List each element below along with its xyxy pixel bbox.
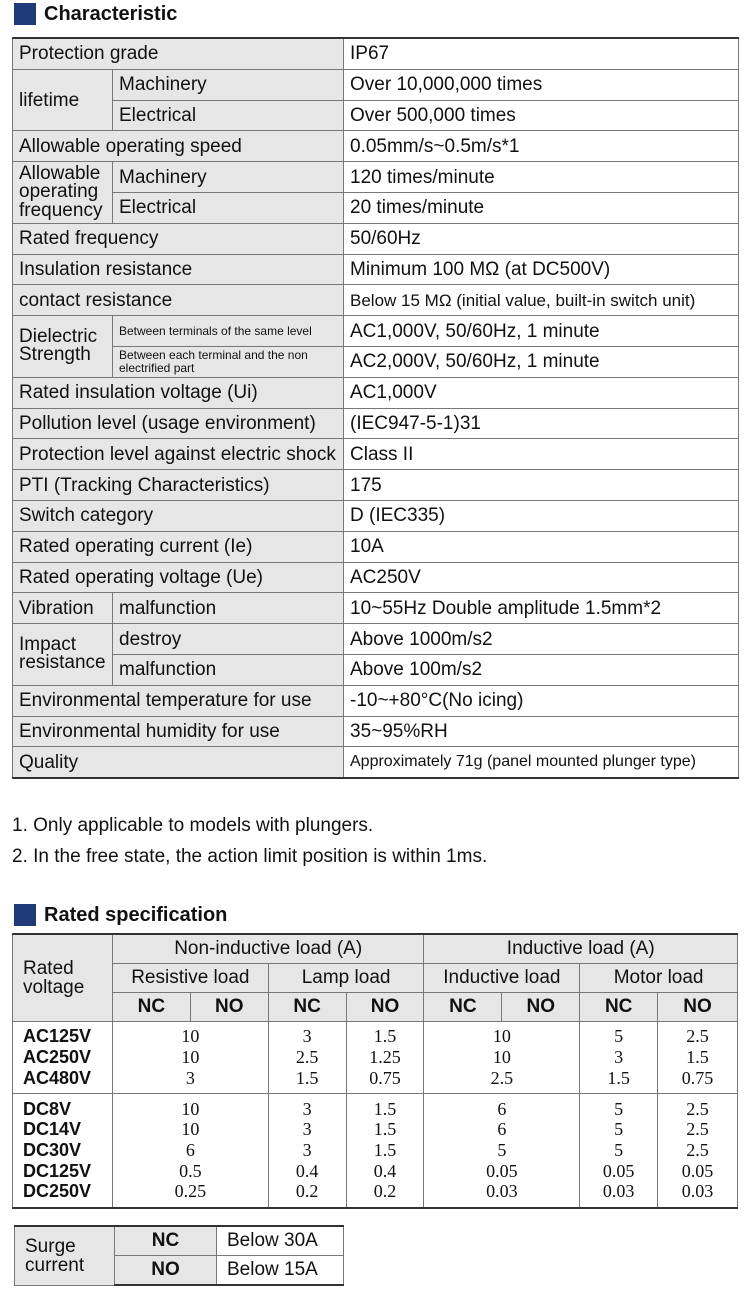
table-row — [13, 192, 739, 223]
impact-label: Impact resistance — [13, 624, 113, 686]
impact-destroy-label: destroy — [113, 624, 344, 655]
lifetime-machinery-label: Machinery — [113, 69, 344, 100]
no-header: NO — [658, 993, 738, 1022]
row-value: Class II — [344, 439, 739, 470]
rated-heading — [14, 903, 227, 927]
table-row — [13, 654, 739, 685]
table-row — [13, 934, 738, 964]
lifetime-electrical-value: Over 500,000 times — [344, 100, 739, 131]
table-row — [13, 716, 739, 747]
non-inductive-header: Non-inductive load (A) — [112, 934, 424, 964]
frequency-machinery-label: Machinery — [113, 162, 344, 193]
table-row — [13, 316, 739, 347]
table-row — [13, 964, 738, 993]
table-row — [13, 439, 739, 470]
inductive-header: Inductive load (A) — [424, 934, 738, 964]
row-label: Switch category — [13, 500, 344, 531]
table-row — [13, 100, 739, 131]
dc-motor-no-values: 2.5 2.5 2.5 0.05 0.03 — [658, 1094, 738, 1208]
row-value: -10~+80°C(No icing) — [344, 685, 739, 716]
table-row — [13, 69, 739, 100]
row-value: 0.05mm/s~0.5m/s*1 — [344, 131, 739, 162]
table-row — [13, 1094, 738, 1208]
row-label: contact resistance — [13, 285, 344, 316]
dielectric-label: Dielectric Strength — [13, 316, 113, 378]
nc-header: NC — [424, 993, 502, 1022]
nc-header: NC — [112, 993, 190, 1022]
row-label: Rated frequency — [13, 223, 344, 254]
dielectric-non-electrified-label: Between each terminal and the non electrified part — [113, 346, 344, 377]
frequency-machinery-value: 120 times/minute — [344, 162, 739, 193]
table-row — [13, 685, 739, 716]
table-row — [13, 593, 739, 624]
footnote-2: 2. In the free state, the action limit position is within 1ms. — [12, 846, 488, 867]
surge-nc-label: NC — [115, 1226, 217, 1256]
ac-inductive-values: 10 10 2.5 — [424, 1022, 580, 1094]
impact-malfunction-label: malfunction — [113, 654, 344, 685]
row-label: PTI (Tracking Characteristics) — [13, 470, 344, 501]
table-row — [13, 500, 739, 531]
lifetime-electrical-label: Electrical — [113, 100, 344, 131]
table-row — [13, 408, 739, 439]
table-row — [13, 531, 739, 562]
surge-current-table — [14, 1225, 344, 1286]
nc-header: NC — [268, 993, 346, 1022]
no-header: NO — [346, 993, 424, 1022]
rated-voltage-header: Rated voltage — [13, 934, 113, 1022]
surge-no-label: NO — [115, 1256, 217, 1286]
characteristic-table — [12, 37, 739, 779]
no-header: NO — [190, 993, 268, 1022]
ac-motor-no-values: 2.5 1.5 0.75 — [658, 1022, 738, 1094]
inductive-load-header: Inductive load — [424, 964, 580, 993]
row-value: 10A — [344, 531, 739, 562]
row-value: 50/60Hz — [344, 223, 739, 254]
row-label: Insulation resistance — [13, 254, 344, 285]
row-label: Environmental temperature for use — [13, 685, 344, 716]
table-row — [13, 38, 739, 69]
table-row — [13, 223, 739, 254]
row-label: Protection level against electric shock — [13, 439, 344, 470]
surge-current-label: Surge current — [15, 1226, 115, 1285]
surge-nc-value: Below 30A — [217, 1226, 344, 1256]
row-value: AC1,000V — [344, 377, 739, 408]
ac-resistive-values: 10 10 3 — [112, 1022, 268, 1094]
rated-title: Rated specification — [44, 903, 228, 926]
ac-lamp-no-values: 1.5 1.25 0.75 — [346, 1022, 424, 1094]
impact-destroy-value: Above 1000m/s2 — [344, 624, 739, 655]
characteristic-title: Characteristic — [44, 2, 178, 25]
lamp-load-header: Lamp load — [268, 964, 424, 993]
resistive-load-header: Resistive load — [112, 964, 268, 993]
vibration-sub-label: malfunction — [113, 593, 344, 624]
table-row — [13, 131, 739, 162]
row-value: 35~95%RH — [344, 716, 739, 747]
ac-voltages: AC125V AC250V AC480V — [13, 1022, 113, 1094]
nc-header: NC — [580, 993, 658, 1022]
footnote-1: 1. Only applicable to models with plungers. — [12, 815, 374, 836]
rated-specification-table — [12, 933, 738, 1209]
allowable-frequency-label: Allowable operating frequency — [13, 162, 113, 224]
table-row — [13, 377, 739, 408]
dielectric-same-level-label: Between terminals of the same level — [113, 316, 344, 347]
dielectric-same-level-value: AC1,000V, 50/60Hz, 1 minute — [344, 316, 739, 347]
row-value: IP67 — [344, 38, 739, 69]
row-value: 175 — [344, 470, 739, 501]
section-marker-icon — [14, 3, 36, 25]
impact-malfunction-value: Above 100m/s2 — [344, 654, 739, 685]
table-row — [13, 624, 739, 655]
row-value: D (IEC335) — [344, 500, 739, 531]
frequency-electrical-label: Electrical — [113, 192, 344, 223]
row-label: Pollution level (usage environment) — [13, 408, 344, 439]
dc-voltages: DC8V DC14V DC30V DC125V DC250V — [13, 1094, 113, 1208]
vibration-value: 10~55Hz Double amplitude 1.5mm*2 — [344, 593, 739, 624]
ac-lamp-nc-values: 3 2.5 1.5 — [268, 1022, 346, 1094]
dielectric-non-electrified-value: AC2,000V, 50/60Hz, 1 minute — [344, 346, 739, 377]
table-row — [13, 470, 739, 501]
characteristic-heading — [14, 2, 177, 26]
lifetime-machinery-value: Over 10,000,000 times — [344, 69, 739, 100]
dc-lamp-nc-values: 3 3 3 0.4 0.2 — [268, 1094, 346, 1208]
row-value: Minimum 100 MΩ (at DC500V) — [344, 254, 739, 285]
table-row — [13, 346, 739, 377]
row-value: (IEC947-5-1)31 — [344, 408, 739, 439]
ac-motor-nc-values: 5 3 1.5 — [580, 1022, 658, 1094]
row-value: Below 15 MΩ (initial value, built-in switch unit) — [344, 285, 739, 316]
frequency-electrical-value: 20 times/minute — [344, 192, 739, 223]
section-marker-icon — [14, 904, 36, 926]
row-value: Approximately 71g (panel mounted plunger type) — [344, 747, 739, 778]
row-label: Quality — [13, 747, 344, 778]
surge-no-value: Below 15A — [217, 1256, 344, 1286]
lifetime-label: lifetime — [13, 69, 113, 131]
row-value: AC250V — [344, 562, 739, 593]
dc-resistive-values: 10 10 6 0.5 0.25 — [112, 1094, 268, 1208]
table-row — [13, 285, 739, 316]
table-row — [15, 1226, 344, 1256]
table-row — [13, 562, 739, 593]
motor-load-header: Motor load — [580, 964, 738, 993]
dc-inductive-values: 6 6 5 0.05 0.03 — [424, 1094, 580, 1208]
table-row — [13, 993, 738, 1022]
row-label: Environmental humidity for use — [13, 716, 344, 747]
table-row — [13, 162, 739, 193]
table-row — [13, 254, 739, 285]
table-row — [13, 1022, 738, 1094]
row-label: Allowable operating speed — [13, 131, 344, 162]
row-label: Rated insulation voltage (Ui) — [13, 377, 344, 408]
row-label: Protection grade — [13, 38, 344, 69]
no-header: NO — [502, 993, 580, 1022]
vibration-label: Vibration — [13, 593, 113, 624]
dc-motor-nc-values: 5 5 5 0.05 0.03 — [580, 1094, 658, 1208]
dc-lamp-no-values: 1.5 1.5 1.5 0.4 0.2 — [346, 1094, 424, 1208]
table-row — [13, 747, 739, 778]
row-label: Rated operating current (Ie) — [13, 531, 344, 562]
row-label: Rated operating voltage (Ue) — [13, 562, 344, 593]
